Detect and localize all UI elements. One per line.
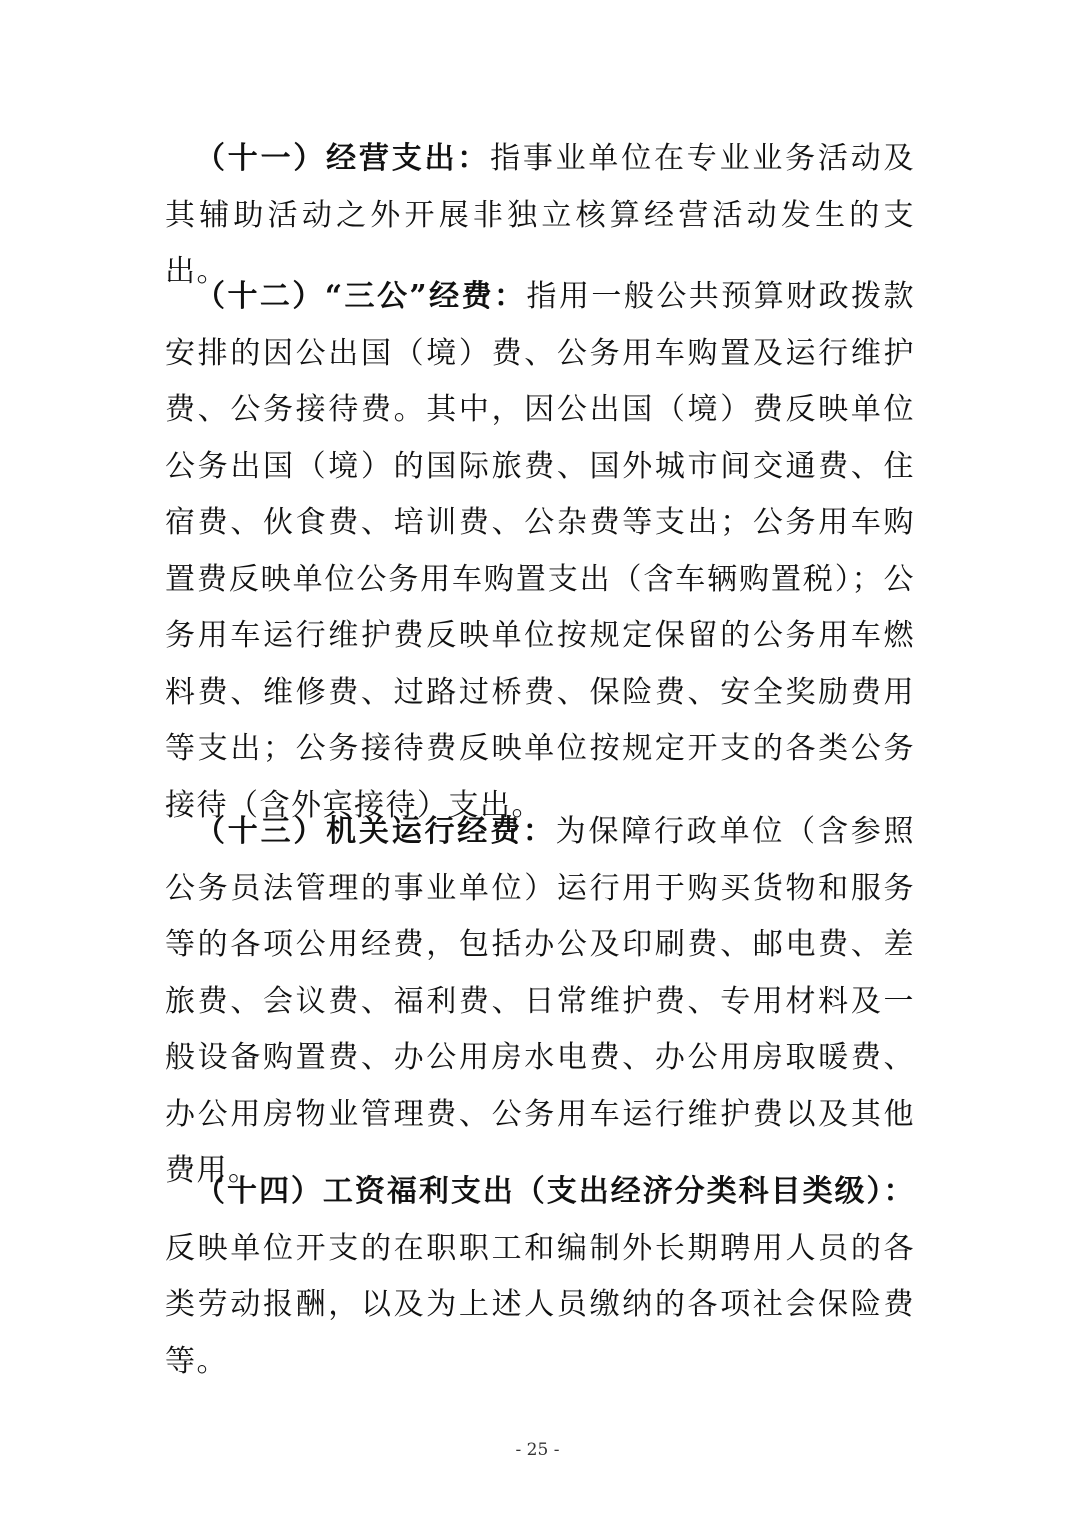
- paragraph-three-public-expenses: [165, 269, 915, 834]
- paragraph-term: （十三）机关运行经费：: [195, 814, 556, 849]
- paragraph-text: 为保障行政单位（含参照公务员法管理的事业单位）运行用于购买货物和服务等的各项公用经费，包括办公及印刷费、邮电费、差旅费、会议费、福利费、日常维护费、专用材料及一般设备购置费、办公用房水电费、办公用房取暖费、办公用房物业管理费、公务用车运行维护费以及其他费用。: [165, 814, 916, 1188]
- paragraph-wages-welfare: [165, 1164, 915, 1390]
- paragraph-text: 指事业单位在专业业务活动及其辅助活动之外开展非独立核算经营活动发生的支出。: [165, 141, 916, 289]
- paragraph-term: （十二）“三公”经费：: [195, 279, 527, 314]
- paragraph-text: 指用一般公共预算财政拨款安排的因公出国（境）费、公务用车购置及运行维护费、公务接待费。其中，因公出国（境）费反映单位公务出国（境）的国际旅费、国外城市间交通费、住宿费、伙食费、培训费、公杂费等支出；公务用车购置费反映单位公务用车购置支出（含车辆购置税）；公务用车运行维护费反映单位按规定保留的公务用车燃料费、维修费、过路过桥费、保险费、安全奖励费用等支出；公务接待费反映单位按规定开支的各类公务接待（含外宾接待）支出。: [165, 279, 916, 823]
- paragraph-agency-operating-expenses: [165, 804, 915, 1200]
- paragraph-term: （十一）经营支出：: [195, 141, 491, 176]
- paragraph-term: （十四）工资福利支出（支出经济分类科目类级）：: [195, 1174, 915, 1209]
- page-number: - 25 -: [515, 1440, 560, 1460]
- paragraph-text: 反映单位开支的在职职工和编制外长期聘用人员的各类劳动报酬，以及为上述人员缴纳的各项社会保险费等。: [165, 1230, 915, 1379]
